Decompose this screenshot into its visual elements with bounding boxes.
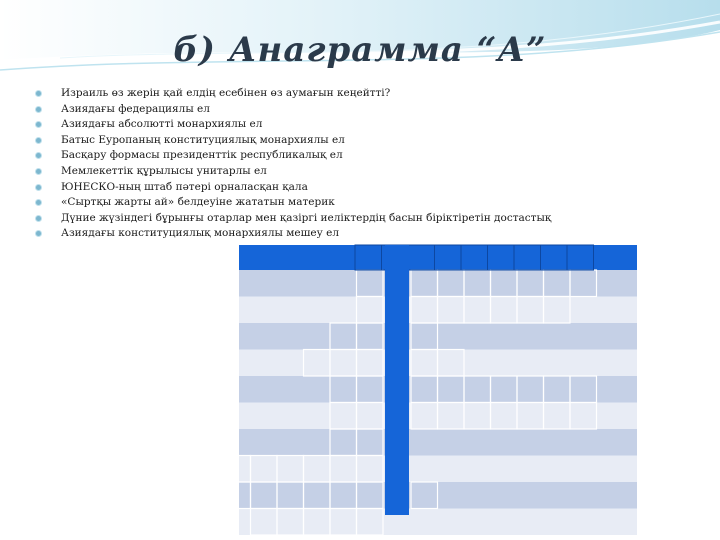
crossword-row-stripe [239, 429, 637, 456]
question-text: Дүние жүзіндегі бұрынғы отарлар мен қазіргі иеліктердің басын біріктіретін достастық [61, 211, 552, 224]
question-text: Азиядағы федерациялы ел [61, 102, 210, 115]
question-text: Батыс Еуропаның конституциялық монархиялы ел [61, 133, 345, 146]
slide-title: б) Анаграмма “А” [173, 30, 547, 70]
question-text: ЮНЕСКО-ның штаб пәтері орналасқан қала [61, 180, 308, 193]
question-text: Мемлекеттік құрылысы унитарлы ел [61, 164, 267, 177]
question-text: Израиль өз жерін қай елдің есебінен өз аумағын кеңейтті? [61, 87, 391, 99]
crossword-left-margin [153, 245, 239, 515]
question-text: Азиядағы конституциялық монархиялы мешеу ел [61, 227, 340, 240]
crossword-row-stripe [239, 456, 637, 483]
question-text: «Сыртқы жарты ай» белдеуіне жататын материк [61, 196, 335, 209]
crossword-row-stripe [239, 509, 637, 536]
question-text: Азиядағы абсолютті монархиялы ел [61, 118, 263, 131]
crossword-key-column [385, 245, 409, 515]
question-text: Басқару формасы президенттік республикалық ел [61, 149, 343, 162]
